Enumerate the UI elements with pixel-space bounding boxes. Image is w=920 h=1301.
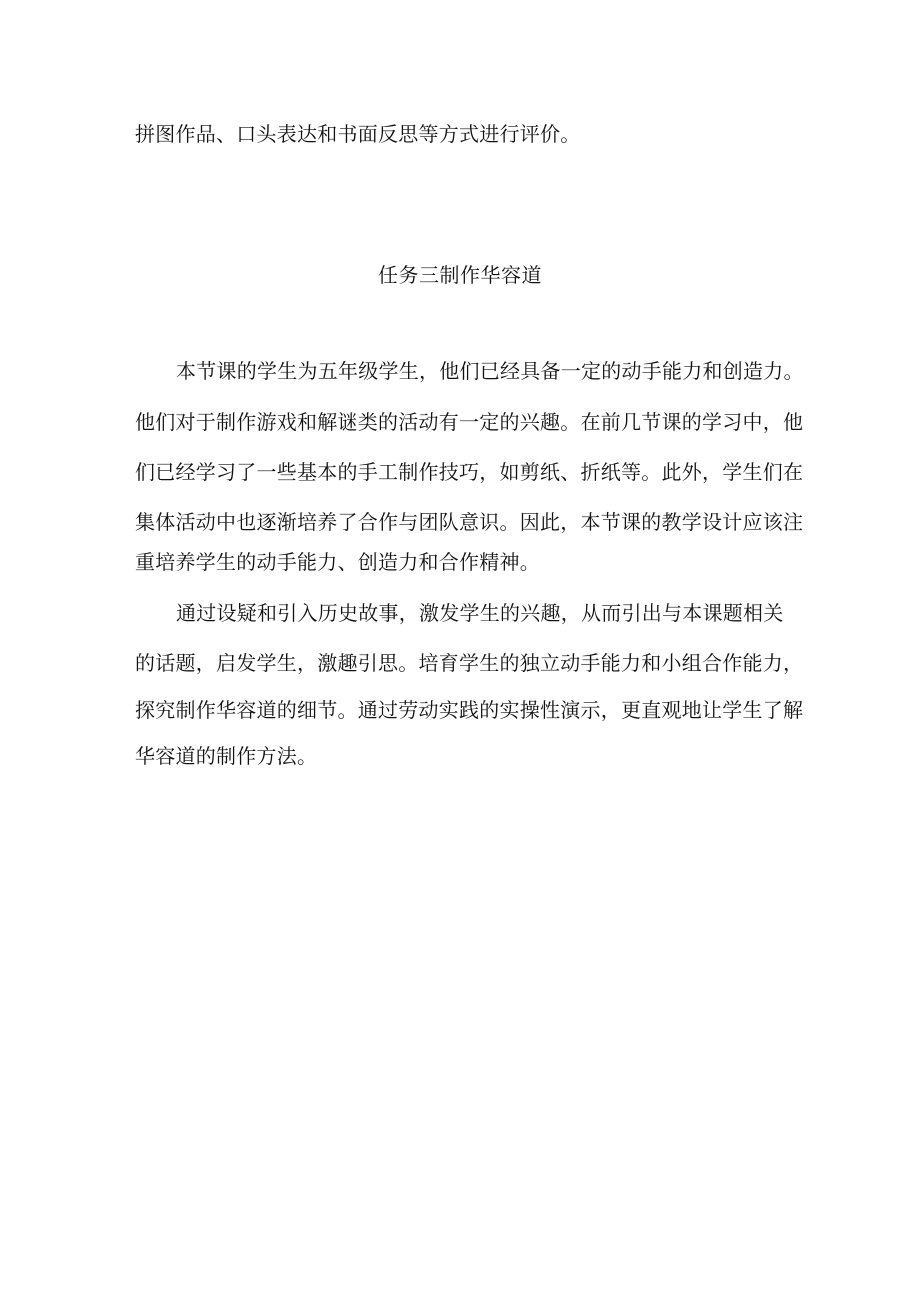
paragraph-line: 探究制作华容道的细节。通过劳动实践的实操性演示，更直观地让学生了解 [135, 698, 804, 722]
paragraph-line: 重培养学生的动手能力、创造力和合作精神。 [135, 550, 540, 574]
paragraph-line: 华容道的制作方法。 [135, 744, 318, 768]
continuation-text: 拼图作品、口头表达和书面反思等方式进行评价。 [135, 122, 581, 146]
paragraph-line: 通过设疑和引入历史故事，激发学生的兴趣，从而引出与本课题相关 [176, 601, 784, 625]
paragraph-line: 本节课的学生为五年级学生，他们已经具备一定的动手能力和创造力。 [176, 359, 804, 383]
paragraph-line: 集体活动中也逐渐培养了合作与团队意识。因此，本节课的教学设计应该注 [135, 510, 804, 534]
section-title: 任务三制作华容道 [378, 263, 542, 287]
paragraph-line: 的话题，启发学生，激趣引思。培育学生的独立动手能力和小组合作能力， [135, 651, 804, 675]
paragraph-line: 们已经学习了一些基本的手工制作技巧，如剪纸、折纸等。此外，学生们在 [135, 460, 804, 484]
paragraph-line: 他们对于制作游戏和解谜类的活动有一定的兴趣。在前几节课的学习中，他 [135, 410, 804, 434]
